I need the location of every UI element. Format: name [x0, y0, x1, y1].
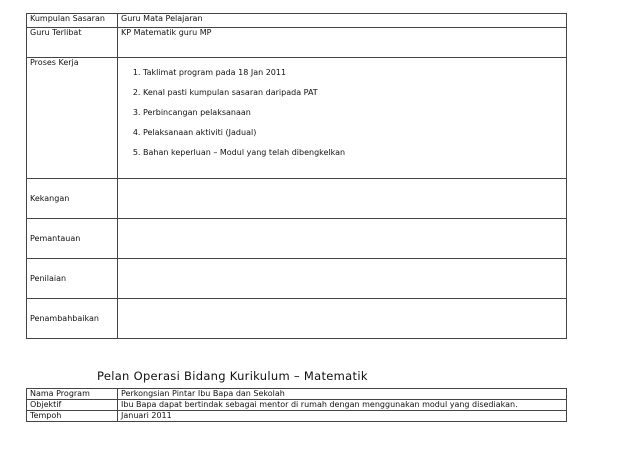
row-objektif	[27, 400, 567, 411]
penilaian-value	[118, 259, 567, 299]
penambahbaikan-value	[118, 299, 567, 339]
nama-program-label: Nama Program	[27, 389, 118, 400]
program-detail-table	[26, 13, 567, 339]
pemantauan-label: Pemantauan	[27, 219, 118, 259]
row-pemantauan	[27, 219, 567, 259]
proses-step: 4. Pelaksanaan aktiviti (Jadual)	[143, 128, 566, 138]
guru-terlibat-value: KP Matematik guru MP	[118, 28, 567, 58]
program-summary-table	[26, 388, 567, 422]
guru-terlibat-label: Guru Terlibat	[27, 28, 118, 58]
tempoh-value: Januari 2011	[118, 411, 567, 422]
row-nama-program	[27, 389, 567, 400]
row-kekangan	[27, 179, 567, 219]
section-title: Pelan Operasi Bidang Kurikulum – Matematik	[97, 369, 368, 383]
kumpulan-sasaran-label: Kumpulan Sasaran	[27, 14, 118, 28]
kumpulan-sasaran-value: Guru Mata Pelajaran	[118, 14, 567, 28]
row-guru-terlibat	[27, 28, 567, 58]
tempoh-label: Tempoh	[27, 411, 118, 422]
penambahbaikan-label: Penambahbaikan	[27, 299, 118, 339]
proses-step: 3. Perbincangan pelaksanaan	[143, 108, 566, 118]
proses-kerja-steps	[121, 68, 566, 158]
proses-kerja-label: Proses Kerja	[27, 58, 118, 179]
proses-step: 5. Bahan keperluan – Modul yang telah dibengkelkan	[143, 148, 566, 158]
proses-kerja-cell	[118, 58, 567, 179]
kekangan-value	[118, 179, 567, 219]
row-kumpulan-sasaran	[27, 14, 567, 28]
row-proses-kerja	[27, 58, 567, 179]
row-penilaian	[27, 259, 567, 299]
objektif-value: Ibu Bapa dapat bertindak sebagai mentor di rumah dengan menggunakan modul yang disediakan.	[118, 400, 567, 411]
proses-step: 2. Kenal pasti kumpulan sasaran daripada PAT	[143, 88, 566, 98]
nama-program-value: Perkongsian Pintar Ibu Bapa dan Sekolah	[118, 389, 567, 400]
penilaian-label: Penilaian	[27, 259, 118, 299]
pemantauan-value	[118, 219, 567, 259]
row-tempoh	[27, 411, 567, 422]
kekangan-label: Kekangan	[27, 179, 118, 219]
proses-step: 1. Taklimat program pada 18 Jan 2011	[143, 68, 566, 78]
row-penambahbaikan	[27, 299, 567, 339]
objektif-label: Objektif	[27, 400, 118, 411]
